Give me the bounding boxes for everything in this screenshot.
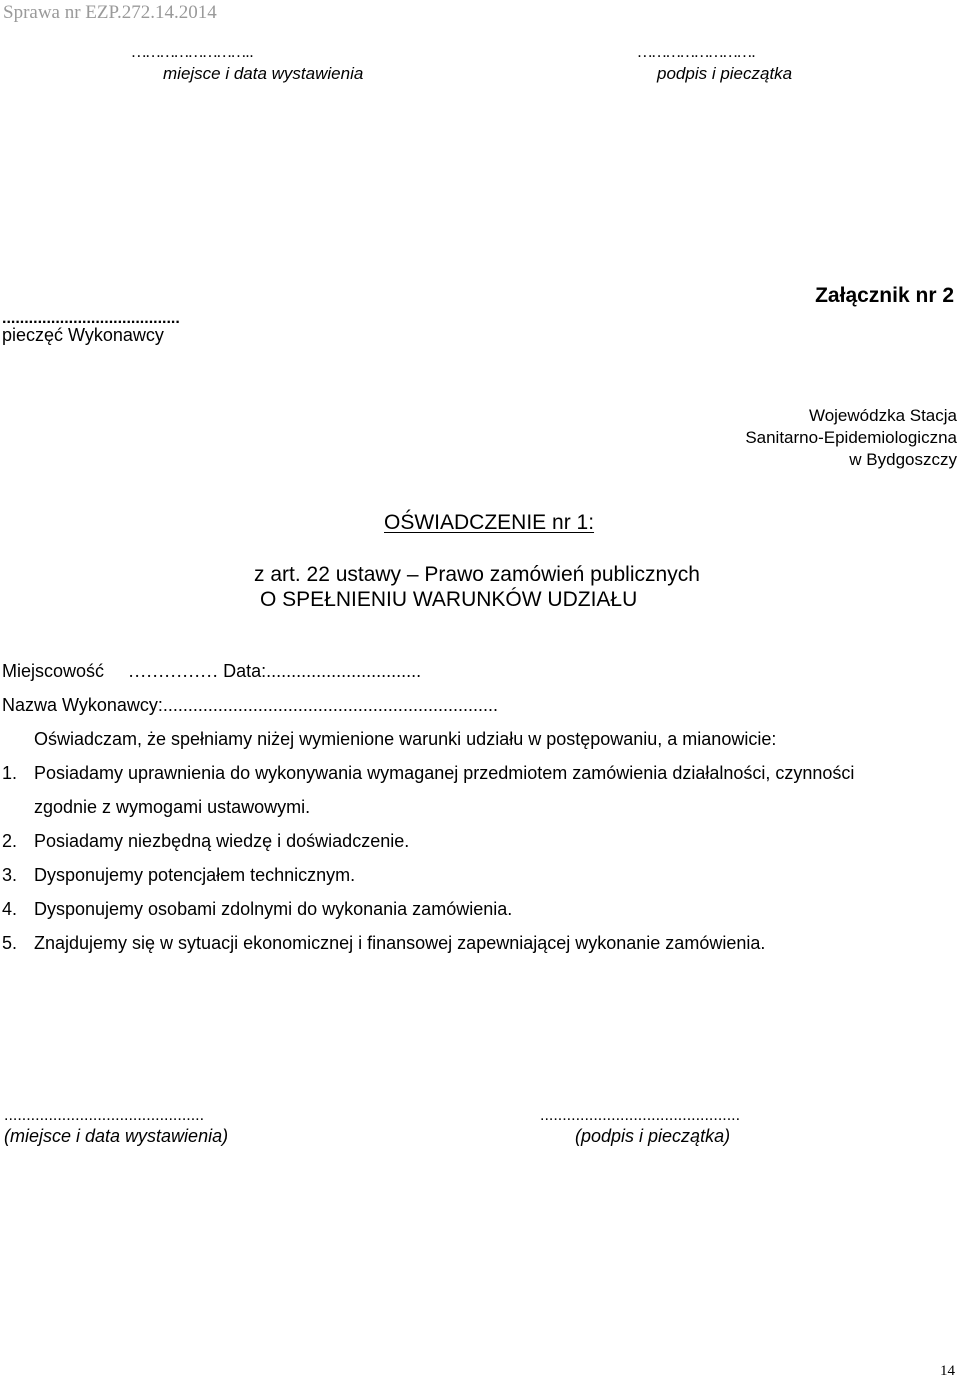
- case-reference: Sprawa nr EZP.272.14.2014: [3, 2, 217, 23]
- top-place-date-label: miejsce i data wystawienia: [163, 64, 364, 83]
- condition-number: 5.: [2, 933, 18, 953]
- condition-text: Dysponujemy potencjałem technicznym.: [34, 865, 356, 885]
- contractor-stamp-label: pieczęć Wykonawcy: [2, 325, 164, 345]
- addressee-line-2: Sanitarno-Epidemiologiczna: [745, 428, 957, 447]
- condition-item: [2, 933, 765, 954]
- condition-item: [2, 763, 854, 784]
- bottom-signature-label: (podpis i pieczątka): [575, 1126, 731, 1146]
- declaration-subtitle: O SPEŁNIENIU WARUNKÓW UDZIAŁU: [260, 588, 638, 611]
- place-date-field: [2, 661, 421, 682]
- contractor-name-label: Nazwa Wykonawcy:: [2, 695, 163, 715]
- condition-item: [2, 899, 512, 920]
- addressee-block: [745, 405, 957, 471]
- date-dots: ...............................: [266, 661, 422, 681]
- place-dots: ……………: [128, 661, 219, 681]
- top-place-date-dots: ……………………..: [132, 44, 254, 61]
- condition-text: Posiadamy uprawnienia do wykonywania wymaganej przedmiotem zamówienia działalności, czynności: [34, 763, 855, 783]
- statement-text: Oświadczam, że spełniamy niżej wymienione warunki udziału w postępowaniu, a mianowicie:: [34, 729, 777, 749]
- condition-number: 3.: [2, 865, 18, 885]
- page-number: 14: [940, 1363, 955, 1379]
- addressee-line-3: w Bydgoszczy: [849, 450, 957, 469]
- bottom-signature-dots: .............................................: [540, 1107, 741, 1124]
- condition-text: Znajdujemy się w sytuacji ekonomicznej i finansowej zapewniającej wykonanie zamówienia.: [34, 933, 766, 953]
- date-label: Data:: [223, 661, 267, 681]
- contractor-name-field: [2, 695, 498, 716]
- top-signature-dots: …………………….: [638, 44, 756, 61]
- bottom-place-date-dots: .............................................: [4, 1107, 205, 1124]
- contractor-stamp-dots: ........................................: [2, 310, 180, 327]
- place-label: Miejscowość: [2, 661, 105, 681]
- attachment-title: Załącznik nr 2: [815, 284, 954, 307]
- top-signature-label: podpis i pieczątka: [657, 64, 793, 83]
- condition-number: 2.: [2, 831, 18, 851]
- condition-text: Posiadamy niezbędną wiedzę i doświadczenie.: [34, 831, 410, 851]
- contractor-name-dots: ...................................................................: [162, 695, 498, 715]
- condition-item: [2, 865, 355, 886]
- condition-item: [2, 831, 409, 852]
- condition-number: 4.: [2, 899, 18, 919]
- condition-number: 1.: [2, 763, 18, 783]
- bottom-place-date-label: (miejsce i data wystawienia): [4, 1126, 229, 1146]
- declaration-title: OŚWIADCZENIE nr 1:: [384, 511, 595, 534]
- condition-text: Dysponujemy osobami zdolnymi do wykonania zamówienia.: [34, 899, 513, 919]
- declaration-legal-basis: z art. 22 ustawy – Prawo zamówień publicznych: [254, 563, 700, 586]
- addressee-line-1: Wojewódzka Stacja: [808, 406, 957, 425]
- condition-text-continuation: zgodnie z wymogami ustawowymi.: [34, 797, 311, 817]
